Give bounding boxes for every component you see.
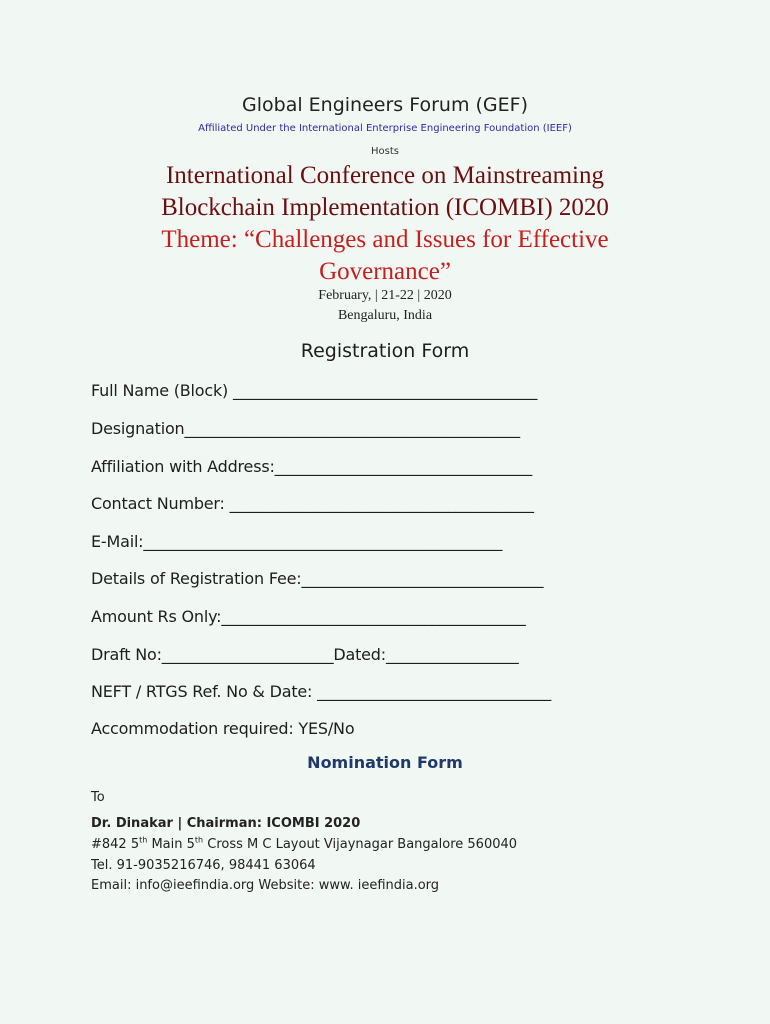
draft-field: Draft No:______________________Dated:_________________ [91, 645, 519, 664]
registration-fee-field: Details of Registration Fee:_______________________________ [91, 569, 544, 588]
nomination-form-title: Nomination Form [307, 753, 463, 772]
hosts-label: Hosts [371, 146, 399, 157]
neft-rtgs-field: NEFT / RTGS Ref. No & Date: ______________________________ [91, 682, 552, 701]
telephone-line: Tel. 91-9035216746, 98441 63064 [91, 858, 316, 873]
address-number: #842 5 [91, 837, 140, 852]
address-superscript-1: th [139, 835, 148, 845]
amount-field: Amount Rs Only:_______________________________________ [91, 607, 526, 626]
affiliation-line: Affiliated Under the International Enterprise Engineering Foundation (IEEF) [198, 123, 572, 134]
address-rest: Cross M C Layout Vijaynagar Bangalore 560040 [203, 837, 518, 852]
theme-line-2: Governance” [319, 258, 451, 285]
full-name-field: Full Name (Block) _______________________________________ [91, 381, 538, 400]
to-label: To [91, 790, 105, 805]
conference-title-line-2: Blockchain Implementation (ICOMBI) 2020 [161, 194, 609, 221]
accommodation-field: Accommodation required: YES/No [91, 719, 355, 738]
conference-date: February, | 21-22 | 2020 [318, 288, 452, 303]
address-main: Main 5 [147, 837, 195, 852]
email-field: E-Mail:______________________________________________ [91, 532, 503, 551]
email-website-line: Email: info@ieefindia.org Website: www. ieefindia.org [91, 878, 440, 893]
registration-form-title: Registration Form [300, 340, 470, 362]
affiliation-address-field: Affiliation with Address:_________________________________ [91, 457, 533, 476]
designation-field: Designation___________________________________________ [91, 419, 520, 438]
organization-title: Global Engineers Forum (GEF) [242, 94, 528, 116]
conference-title-line-1: International Conference on Mainstreaming [165, 162, 605, 189]
conference-venue: Bengaluru, India [337, 308, 433, 323]
address-superscript-2: th [194, 835, 204, 845]
contact-number-field: Contact Number: _______________________________________ [91, 494, 534, 513]
chairman-line: Dr. Dinakar | Chairman: ICOMBI 2020 [91, 816, 361, 831]
theme-line-1: Theme: “Challenges and Issues for Effective [161, 226, 609, 253]
address-line [91, 837, 517, 852]
